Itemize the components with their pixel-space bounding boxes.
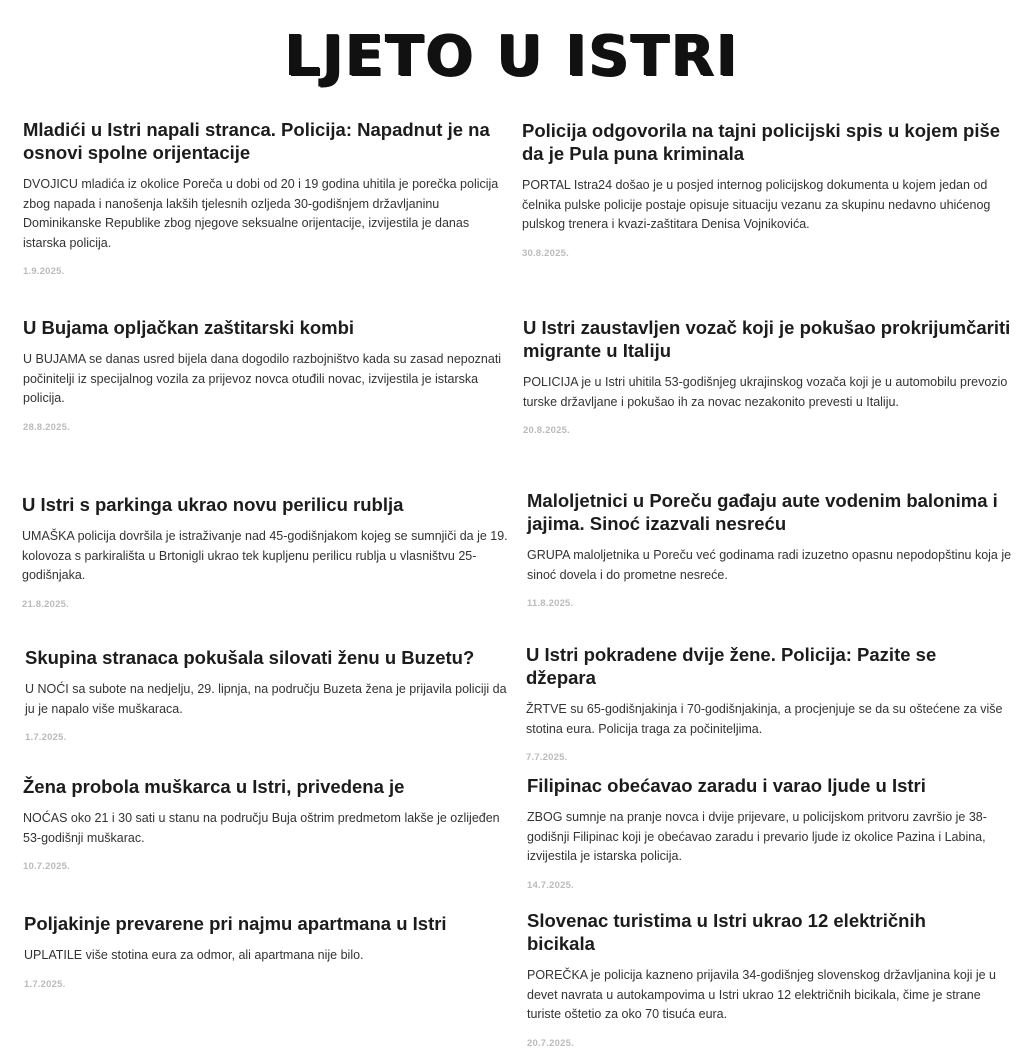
article-date: 21.8.2025. <box>22 598 69 610</box>
article-title[interactable]: Maloljetnici u Poreču gađaju aute vodenim balonima i jajima. Sinoć izazvali nesreću <box>527 490 998 534</box>
article-card[interactable] <box>23 775 513 872</box>
article-date: 28.8.2025. <box>23 421 70 433</box>
article-date: 20.8.2025. <box>523 425 570 436</box>
article-title[interactable]: U Istri s parkinga ukrao novu perilicu rublja <box>22 494 404 515</box>
article-card[interactable] <box>527 774 1017 891</box>
article-card[interactable] <box>24 912 514 990</box>
article-card[interactable] <box>522 119 1014 259</box>
article-title[interactable]: U Bujama opljačkan zaštitarski kombi <box>23 317 355 338</box>
article-title[interactable]: Filipinac obećavao zaradu i varao ljude u Istri <box>527 775 926 796</box>
article-title[interactable]: U Istri zaustavljen vozač koji je pokušao prokrijumčariti migrante u Italiju <box>523 317 1011 361</box>
article-card[interactable] <box>22 493 512 610</box>
article-date: 1.7.2025. <box>25 732 67 743</box>
article-date: 14.7.2025. <box>527 879 574 891</box>
article-title[interactable]: Policija odgovorila na tajni policijski spis u kojem piše da je Pula puna kriminala <box>522 120 1001 164</box>
article-excerpt: POLICIJA je u Istri uhitila 53-godišnjeg ukrajinskog vozača koji je u automobilu prevozio turske državljane i pokušao ih za novac nezakonito prevesti u Italiju. <box>523 375 1008 409</box>
article-title[interactable]: Žena probola muškarca u Istri, privedena je <box>23 776 405 797</box>
article-card[interactable] <box>527 909 997 1049</box>
article-title[interactable]: Mladići u Istri napali stranca. Policija: Napadnut je na osnovi spolne orijentacije <box>23 119 490 163</box>
article-excerpt: ŽRTVE su 65-godišnjakinja i 70-godišnjakinja, a procjenjuje se da su oštećene za više stotina eura. Policija traga za počiniteljima. <box>526 702 1003 736</box>
article-excerpt: DVOJICU mladića iz okolice Poreča u dobi od 20 i 19 godina uhitila je porečka policija zbog napada i nanošenja lakših tjelesnih ozljeda 30-godišnjem državljaninu Dominikanske Republike zbog njegove seksualne orijentacije, izvijestila je danas istarska policija. <box>23 177 499 250</box>
article-date: 1.7.2025. <box>24 978 66 990</box>
article-card[interactable] <box>526 643 1011 763</box>
article-date: 20.7.2025. <box>527 1037 574 1049</box>
article-title[interactable]: Slovenac turistima u Istri ukrao 12 električnih bicikala <box>527 910 926 954</box>
article-date: 10.7.2025. <box>23 861 70 872</box>
article-date: 30.8.2025. <box>522 247 569 259</box>
article-excerpt: UPLATILE više stotina eura za odmor, ali apartmana nije bilo. <box>24 948 364 962</box>
article-date: 11.8.2025. <box>527 598 574 609</box>
article-card[interactable] <box>523 316 1018 436</box>
article-card[interactable] <box>527 489 1017 609</box>
article-card[interactable] <box>23 118 503 277</box>
article-excerpt: PORTAL Istra24 došao je u posjed internog policijskog dokumenta u kojem jedan od čelnika pulske policije postaje opisuje situaciju vezanu za skupinu nedavno uhićenog pulskog trenera i kvazi-zaštitara Denisa Vojnikovića. <box>522 178 991 231</box>
article-excerpt: UMAŠKA policija dovršila je istraživanje nad 45-godišnjakom kojeg se sumnjiči da je 19. kolovoza s parkirališta u Brtonigli ukrao tek kupljenu perilicu rublja u vlasništvu 25-godišnjaka. <box>22 529 508 582</box>
article-title[interactable]: U Istri pokradene dvije žene. Policija: Pazite se džepara <box>526 644 937 688</box>
article-card[interactable] <box>25 646 510 743</box>
article-excerpt: POREČKA je policija kazneno prijavila 34-godišnjeg slovenskog državljanina koji je u devet navrata u autokampovima u Istri ukrao 12 električnih bicikala, čime je strane turiste oštetio za oko 70 tisuća eura. <box>527 968 997 1021</box>
article-card[interactable] <box>23 316 513 433</box>
article-excerpt: GRUPA maloljetnika u Poreču već godinama radi izuzetno opasnu nepodopštinu koja je sinoć dovela i do prometne nesreće. <box>527 548 1012 582</box>
article-title[interactable]: Skupina stranaca pokušala silovati ženu u Buzetu? <box>25 647 475 668</box>
page-title: LJETO U ISTRI <box>284 24 740 89</box>
article-date: 7.7.2025. <box>526 752 568 763</box>
article-excerpt: U NOĆI sa subote na nedjelju, 29. lipnja, na području Buzeta žena je prijavila policiji da ju je napalo više muškaraca. <box>25 682 507 716</box>
article-excerpt: NOĆAS oko 21 i 30 sati u stanu na području Buja oštrim predmetom lakše je ozlijeđen 53-godišnji muškarac. <box>23 811 500 845</box>
article-date: 1.9.2025. <box>23 266 65 277</box>
article-excerpt: U BUJAMA se danas usred bijela dana dogodilo razbojništvo kada su zasad nepoznati počinitelji iz specijalnog vozila za prijevoz novca otuđili novac, izvijestila je istarska policija. <box>23 352 502 405</box>
article-excerpt: ZBOG sumnje na pranje novca i dvije prijevare, u policijskom pritvoru završio je 38-godišnji Filipinac koji je obećavao zaradu i prevario ljude iz okolice Pazina i Labina, izvijestila je istarska policija. <box>527 810 987 863</box>
article-title[interactable]: Poljakinje prevarene pri najmu apartmana u Istri <box>24 913 447 934</box>
